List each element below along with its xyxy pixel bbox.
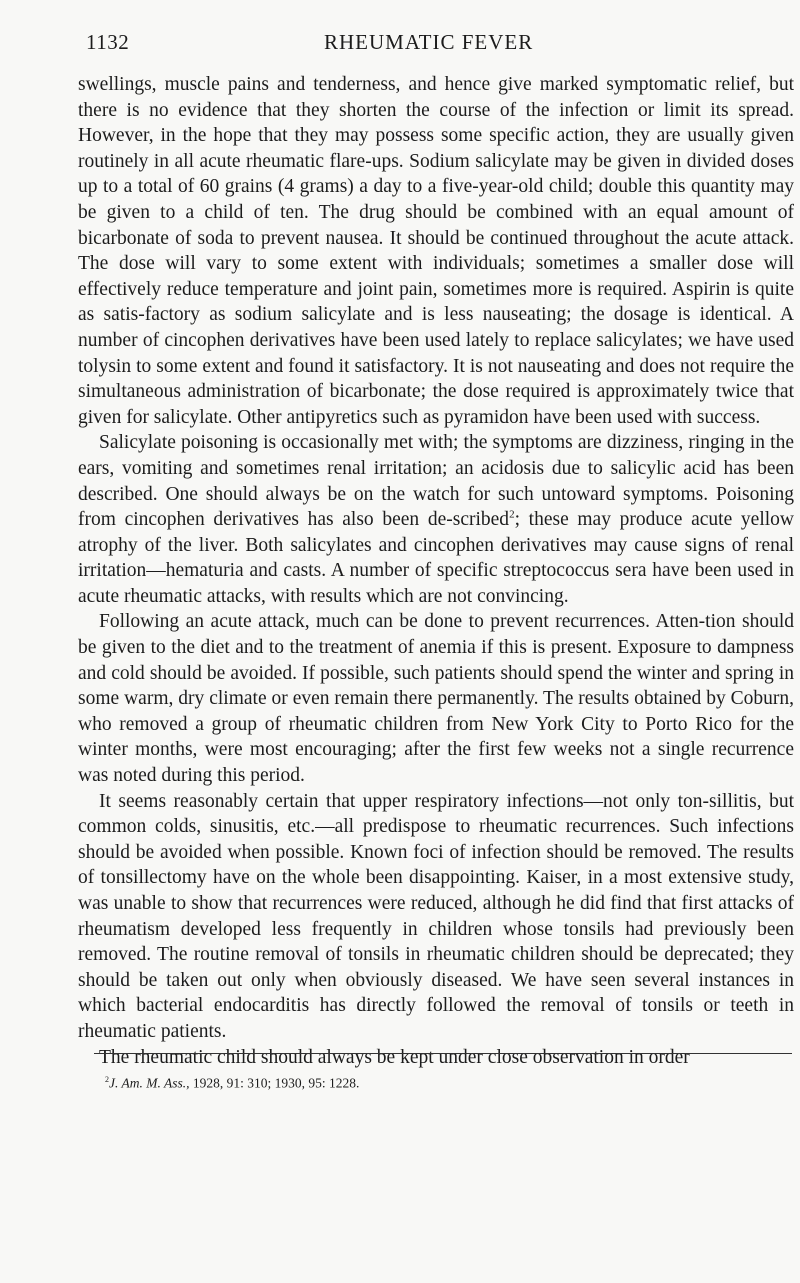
paragraph-2-text-after-ref: ; these may produce acute yellow atrophy of the liver. Both salicylates and cincophen derivatives may cause signs of renal irritation—hematuria and casts. A number of specific streptococcus sera have been used in acute rheumatic attacks, with results which are not convincing. — [78, 509, 794, 607]
paragraph-3: Following an acute attack, much can be done to prevent recurrences. Atten-tion should be given to the diet and to the treatment of anemia if this is present. Exposure to dampness and cold should be avoided. If possible, such patients should spend the winter and spring in some warm, dry climate or even remain there permanently. The results obtained by Coburn, who removed a group of rheumatic children from New York City to Porto Rico for the winter months, were most encouraging; after the first few weeks not a single recurrence was noted during this period. — [78, 611, 794, 787]
footnote-divider — [94, 1053, 792, 1054]
body-text — [78, 72, 794, 1070]
paragraph-4: It seems reasonably certain that upper respiratory infections—not only ton-sillitis, but common colds, sinusitis, etc.—all predispose to rheumatic recurrences. Such infections should be avoided when possible. Known foci of infection should be removed. The results of tonsillectomy have on the whole been disappointing. Kaiser, in a most extensive study, was unable to show that recurrences were reduced, although he did find that first attacks of rheumatism developed less frequently in children whose tonsils had previously been removed. The routine removal of tonsils in rheumatic children should be deprecated; they should be taken out only when obviously diseased. We have seen several instances in which bacterial endocarditis has directly followed the removal of tonsils or teeth in rheumatic patients. — [78, 790, 794, 1042]
page-number: 1132 — [86, 30, 130, 54]
footnote-reference: 2 — [509, 508, 515, 521]
running-head — [86, 30, 736, 60]
paragraph-2 — [78, 430, 794, 609]
chapter-title: RHEUMATIC FEVER — [324, 30, 534, 54]
paragraph-1: swellings, muscle pains and tenderness, and hence give marked symptomatic relief, but there is no evidence that they shorten the course of the infection or limit its spread. However, in the hope that they may possess some specific action, they are usually given routinely in all acute rheumatic flare-ups. Sodium salicylate may be given in divided doses up to a total of 60 grains (4 grams) a day to a five-year-old child; double this quantity may be given to a child of ten. The drug should be combined with an equal amount of bicarbonate of soda to prevent nausea. It should be continued throughout the acute attack. The dose will vary to some extent with individuals; sometimes a smaller dose will effectively reduce temperature and joint pain, sometimes more is required. Aspirin is quite as satis-factory as sodium salicylate and is less nauseating; the dosage is identical. A number of cincophen derivatives have been used lately to replace salicylates; we have used tolysin to some extent and found it satisfactory. It is not nauseating and does not require the simultaneous administration of bicarbonate; the dose required is approximately twice that given for salicylate. Other antipyretics such as pyramidon have been used with success. — [78, 74, 794, 428]
footnote-journal: J. Am. M. Ass., — [109, 1075, 190, 1091]
footnote — [105, 1071, 785, 1093]
paragraph-2-text-before-ref: Salicylate poisoning is occasionally met with; the symptoms are dizziness, ringing in the ears, vomiting and sometimes renal irritation; an acidosis due to salicylic acid has been described. One should always be on the watch for such untoward symptoms. Poisoning from cincophen derivatives has also been de-scribed — [78, 432, 794, 531]
footnote-marker: 2 — [105, 1075, 109, 1084]
paragraph-5: The rheumatic child should always be kept under close observation in order — [99, 1046, 690, 1068]
footnote-citation: 1928, 91: 310; 1930, 95: 1228. — [189, 1075, 360, 1091]
